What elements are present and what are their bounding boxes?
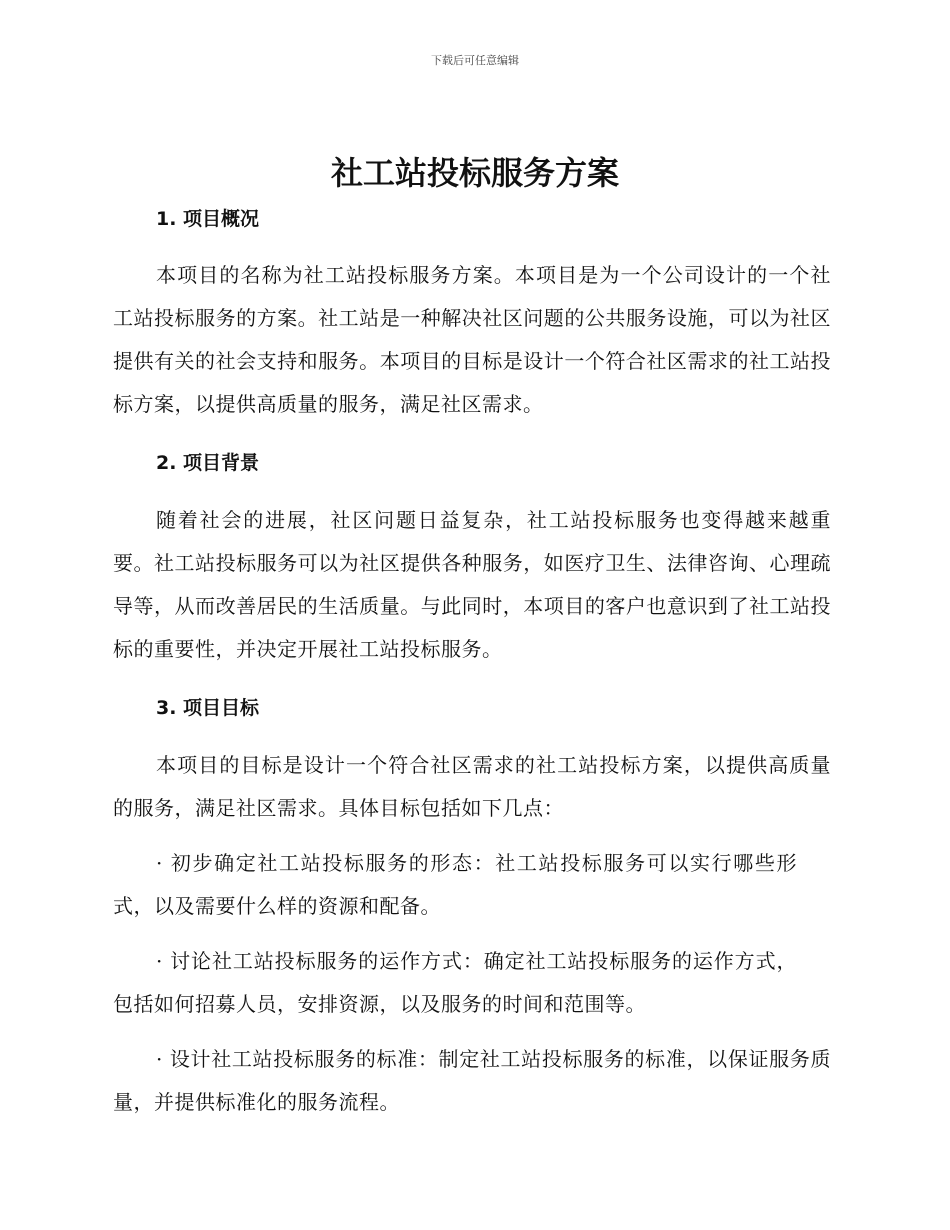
section-heading-background: 2. 项目背景 <box>156 452 260 474</box>
paragraph-goals: 本项目的目标是设计一个符合社区需求的社工站投标方案，以提供高质量的服务，满足社区需求。具体目标包括如下几点： <box>113 753 831 820</box>
document-body <box>113 200 831 1124</box>
bullet-item-form: · 初步确定社工站投标服务的形态：社工站投标服务可以实行哪些形式，以及需要什么样的资源和配备。 <box>113 851 797 918</box>
bullet-item-standards: · 设计社工站投标服务的标准：制定社工站投标服务的标准，以保证服务质量，并提供标准化的服务流程。 <box>113 1047 831 1114</box>
document-title: 社工站投标服务方案 <box>330 154 619 192</box>
paragraph-overview: 本项目的名称为社工站投标服务方案。本项目是为一个公司设计的一个社工站投标服务的方案。社工站是一种解决社区问题的公共服务设施，可以为社区提供有关的社会支持和服务。本项目的目标是设计一个符合社区需求的社工站投标方案，以提供高质量的服务，满足社区需求。 <box>113 263 831 416</box>
paragraph-background: 随着社会的进展，社区问题日益复杂，社工站投标服务也变得越来越重要。社工站投标服务可以为社区提供各种服务，如医疗卫生、法律咨询、心理疏导等，从而改善居民的生活质量。与此同时，本项目的客户也意识到了社工站投标的重要性，并决定开展社工站投标服务。 <box>113 508 831 661</box>
bullet-item-operation: · 讨论社工站投标服务的运作方式：确定社工站投标服务的运作方式，包括如何招募人员，安排资源，以及服务的时间和范围等。 <box>113 949 797 1016</box>
page-header-note: 下载后可任意编辑 <box>431 54 519 67</box>
section-heading-goals: 3. 项目目标 <box>156 697 260 719</box>
section-heading-overview: 1. 项目概况 <box>156 208 260 230</box>
